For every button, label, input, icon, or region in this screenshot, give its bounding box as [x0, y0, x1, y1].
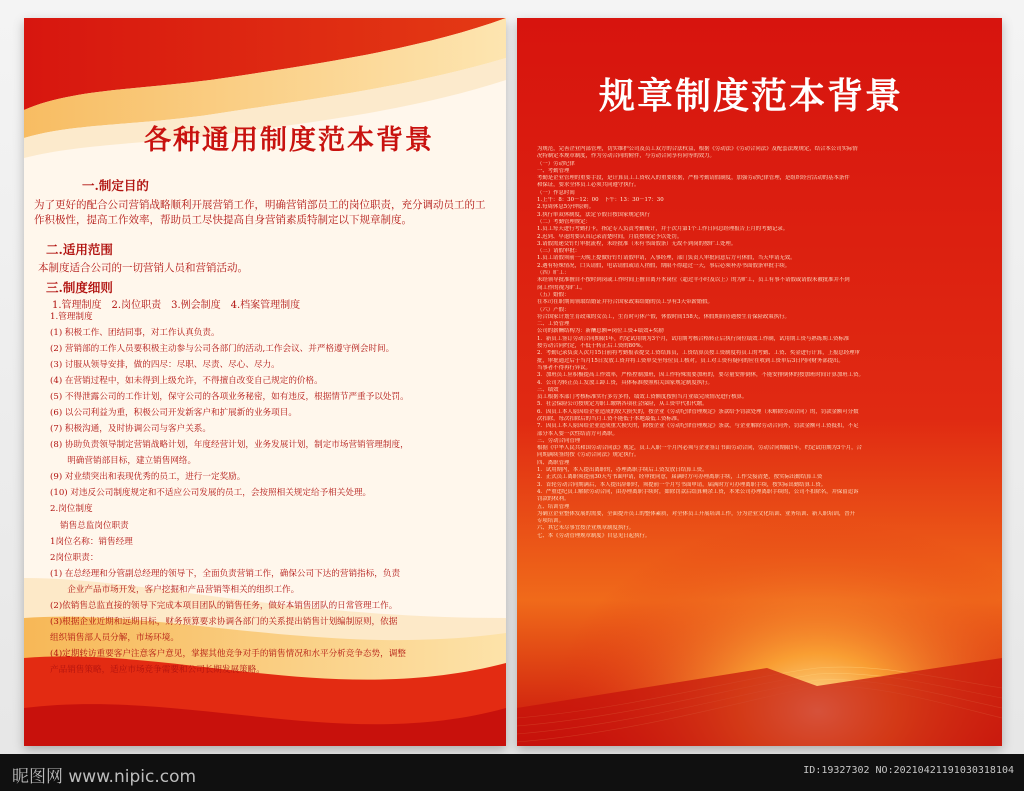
regulation-line: （一）作息时间: [537, 189, 575, 196]
duty-line: 企业产品市场开发，客户挖掘和产品营销等相关的组织工作。: [50, 585, 300, 595]
duty-line: (3)根据企业近期和远期目标，财务预算要求协调各部门的关系提出销售计划编制原则，依据: [50, 617, 398, 627]
regulation-line: 为规范，完善企业内部管理，切实维护公司及员工双方的合法权益，根据《劳动法》《劳动合同法》及配套法规规定，结合本公司实际情: [537, 146, 858, 152]
duty-line: (2)依销售总监直接的领导下完成本项目团队的销售任务，做好本销售团队的日常管理工作。: [50, 601, 398, 611]
regulation-line: 未经领导批准擅自不按时到岗或工作时间上擅自离开本岗位（超过半小时及以上）的为旷工，员工有事不请假或请假未被批准并不到: [537, 277, 850, 284]
regulation-line: 考勤是企业管理的重要手段，是计算员工工资收入的重要依据，严格考勤请假制度，加强劳动纪律管理，是组织经营活动的基本条件: [537, 175, 850, 182]
rule-line: (2) 营销部的工作人员要积极主动参与公司各部门的活动,工作会议、并严格遵守例会时间。: [50, 344, 395, 354]
duty-line: (1) 在总经理和分管副总经理的领导下，全面负责营销工作，确保公司下达的营销指标，负责: [50, 569, 401, 579]
rule-line: (8) 协助负责领导制定营销战略计划，年度经营计划，业务发展计划，制定市场营销管理制度，: [50, 440, 409, 450]
duty-line: (4)定期转访重要客户注意客户意见，掌握其他竞争对手的销售情况和水平分析竞争态势，调整: [50, 649, 406, 659]
regulation-line: 2．正式员工离职须提前30天写书面申请，经审批同意，届满时方可办理离职手续，工作交接清楚，按实际出勤结算工资: [537, 474, 823, 481]
watermark-id: ID:19327302 NO:20210421191030318104: [803, 765, 1014, 776]
regulation-line: 1．新员工签订劳动合同期限1年，约定试用期为3个月，试用期考核合格转正后执行岗位绩效工作制，试用期工资与熟练期工资标准: [537, 335, 850, 342]
regulation-line: 在本司在职期间领取结婚证并符合国家政策结婚的员工享有3天带薪婚假。: [537, 299, 713, 306]
regulation-line: 1.员工每天进行考勤打卡，指定专人负责考勤统计，并于次月第1个工作日向总经理报告上月的考勤记录。: [537, 226, 789, 233]
regulation-line: 3．加班员工应积极提高工作效率，严格控制加班，因工作特殊需要加班的，要尽量安排倒休，不能安排倒休的按加班时间计算加班工资。: [537, 372, 864, 379]
regulation-line: 2．考勤记录负责人次月15日前将考勤报表提交工资结算员，工资结算员按工资制度将员工的考勤、工资、奖金进行计算，上报总经理审: [537, 350, 860, 357]
right-page: [517, 18, 1002, 746]
regulation-line: 三、绩效: [537, 386, 559, 393]
regulation-line: 当事者不得再行异议。: [537, 364, 591, 371]
regulation-line: 4．公司为转正员工发放工龄工资，具体标准按照相关国家规定制度执行。: [537, 379, 713, 386]
duty-line: 产品销售策略，适应市场竞争需要和公司长期发展策略。: [50, 665, 265, 675]
regulation-line: （三）请假审批：: [537, 248, 581, 255]
regulation-line: 3.请假需递交钉钉审批流程，未经批准（未有书面假条）无故不到岗的按旷工处理。: [537, 240, 737, 247]
rule-line: (10) 对违反公司制度规定和不适应公司发展的员工，会按照相关规定给予相关处理。: [50, 488, 372, 498]
section-heading-purpose: 一.制定目的: [82, 178, 149, 193]
regulation-line: 3.执行单双休制度，法定节假日按国家规定执行: [537, 211, 650, 218]
regulation-line: 2.遇有特殊情况，口头请假，电话请假或请人捎假，期限不得超过一天，事后必须补办书面假条审批手续。: [537, 262, 791, 269]
regulation-line: 七、本《劳动管理规章制度》自息见日起执行。: [537, 532, 651, 539]
regulation-line: （一）劳动纪律: [537, 160, 575, 167]
rule-line: (1) 积极工作、团结同事，对工作认真负责。: [50, 328, 220, 338]
regulation-line: 罚款的权利。: [537, 496, 570, 503]
rule-line: (3) 讨服从领导安排，做的四尽：尽职、尽责、尽心、尽力。: [50, 360, 280, 370]
watermark-logo: 昵图网 www.nipic.com: [12, 767, 197, 787]
regulation-line: 员工根据本部门考核标准实行多劳多得，绩效工资额度按照当月业绩完成情况进行核算。: [537, 394, 748, 401]
regulation-line: 岗工作的视为旷工。: [537, 284, 586, 291]
rule-line: (4) 在营销过程中，如未得到上级允许，不得擅自改变自己规定的价格。: [50, 376, 323, 386]
section-heading-scope: 二.适用范围: [46, 242, 113, 257]
regulation-line: 部分本人要一次性结清方可离职。: [537, 430, 618, 437]
regulation-line: 5．社会保险公司按规定为职工缴纳各项社会保险，从工资中代扣代缴。: [537, 401, 708, 408]
regulation-line: 7．因员工本人原因给企业造成重大损失的，除按企业《劳动纪律管理规定》条款，与企业解除劳动合同外，罚款金额可工资抵扣，不足: [537, 423, 859, 430]
regulation-line: 公司的薪酬结构为：新酬总额=岗位工资+绩效+奖励: [537, 328, 664, 335]
rule-line: 明确营销部目标，建立销售网络。: [50, 456, 197, 466]
regulation-line: 6．因员工本人原因给企业造成的较大损失的，按企业《劳动纪律管理规定》条款给予罚款处理（未解除劳动合同）的，罚款金额可分数: [537, 408, 859, 415]
page-title: 规章制度范本背景: [599, 76, 904, 117]
regulation-line: 2.每周休息5分钟原则。: [537, 204, 595, 211]
regulation-line: 按劳动合同约定，不低于转正后工资的80%。: [537, 343, 647, 350]
section-body-purpose: 为了更好的配合公司营销战略顺利开展营销工作，明确营销部员工的岗位职责，充分调动员工的工作积极性，提高工作效率，帮助员工尽快提高自身营销素质特制定以下规章制度。: [34, 199, 486, 226]
regulation-line: 1．试用期内，本人提出离职的，办理离职手续后工资发放日结算工资。: [537, 467, 708, 474]
regulation-line: 4．严重违纪员工解除劳动合同，由办理离职手续时，如除罚款后结算剩余工资，本来公司办理离职手续的，公司不扣除名，并保留追诉: [537, 488, 859, 495]
regulation-line: 一、考勤管理: [537, 167, 570, 174]
regulation-line: 1.上午：8：30－12：00 下午：13：30－17：30: [537, 197, 664, 204]
regulation-line: 次扣除，每次扣除后的当月工资不能低于本地最低工资标准。: [537, 415, 683, 422]
regulation-line: 根据《中华人民共和国劳动合同法》规定，员工入职一个月内必须与企业签订书面劳动合同，劳动合同期限1年，约定试用期为3个月，合: [537, 445, 862, 452]
duty-line: 销售总监岗位职责: [60, 521, 129, 531]
page-title: 各种通用制度范本背景: [144, 125, 434, 156]
regulation-line: 为确立企业整体发展的需要，全面提升员工的整体素质，对全体员工开展培训工作，分为企业文化培训、业务培训、新人职培训，晋升: [537, 510, 856, 517]
position-duties-block: [50, 518, 406, 678]
duty-line: 组织销售部人员分解，市场环境。: [50, 633, 179, 643]
section-body-scope: 本制度适合公司的一切营销人员和营销活动。: [38, 262, 248, 274]
regulation-line: 二、工资管理: [537, 321, 570, 328]
rule-line: (7) 积极沟通，及时协调公司与客户关系。: [50, 424, 211, 434]
regulation-line: 3．首轮劳动合同期满后，本人提出辞职时，须提前一个月写书面申请，届满时方可办理离职手续，按实际出勤结算工资。: [537, 481, 827, 488]
rule-line: 1.管理制度: [50, 312, 93, 322]
regulation-line: 专项培训。: [537, 518, 564, 525]
watermark-bar: [0, 754, 1024, 791]
section-heading-rules: 三.制度细则: [46, 280, 113, 295]
left-page: [24, 18, 506, 746]
regulation-line: 和保证，要求全体员工必须共同遵守执行。: [537, 182, 640, 189]
regulation-line: 同期满续签的按《劳动合同法》规定执行。: [537, 452, 640, 459]
rule-line: 2.岗位制度: [50, 504, 93, 514]
duty-line: 2岗位职责：: [50, 553, 99, 563]
rules-detail-block: [50, 309, 409, 517]
regulation-line: 符合国家计划生育政策的女员工，生育时可休产假，休假时间158天，休假期间待遇按生育保险政策执行。: [537, 313, 790, 320]
duty-line: 1岗位名称：销售经理: [50, 537, 133, 547]
regulation-line: （六）产假：: [537, 306, 570, 313]
regulation-line: 1.员工请假须前一天晚上提做好钉钉请假申请，入事经理，部门负责人审批同意后方可休假，当天申请无效。: [537, 255, 796, 262]
regulation-line: （四）旷工：: [537, 270, 570, 277]
regulation-line: （二）考勤管理规定：: [537, 218, 591, 225]
rule-line: (6) 以公司利益为重，积极公司开发新客户和扩展新的业务项目。: [50, 408, 297, 418]
regulation-line: 批，审批通过后于当月15日发放工资并将工资单交至每位员工核对。员工对工资有疑问的应在收到工资单后3日内向财务部提出。: [537, 357, 844, 364]
regulation-line: （五）婚假：: [537, 291, 570, 298]
regulation-line: 三、劳动合同管理: [537, 437, 581, 444]
rule-line: (9) 对业绩突出和表现优秀的员工，进行一定奖励。: [50, 472, 246, 482]
rule-line: (5) 不得泄露公司的工作计划，保守公司的各项业务秘密，如有违反，根据情节严重予以处罚。: [50, 392, 409, 402]
regulation-line: 五、培训管理: [537, 503, 570, 510]
regulation-line: 四、离职管理: [537, 459, 570, 466]
rules-list: 1.管理制度 2.岗位职责 3.例会制度 4.档案管理制度: [52, 300, 301, 311]
regulation-line: 况特制定本规章制度，作为劳动合同的附件，与劳动合同享有同等的效力。: [537, 153, 715, 160]
regulation-line: 2.迟到、早退的要认真记录清楚时间，月底按规定予以处罚。: [537, 233, 683, 240]
regulation-line: 六、其它未尽事宜按企业规章制度执行。: [537, 525, 635, 532]
regulations-text-block: [517, 146, 1002, 540]
